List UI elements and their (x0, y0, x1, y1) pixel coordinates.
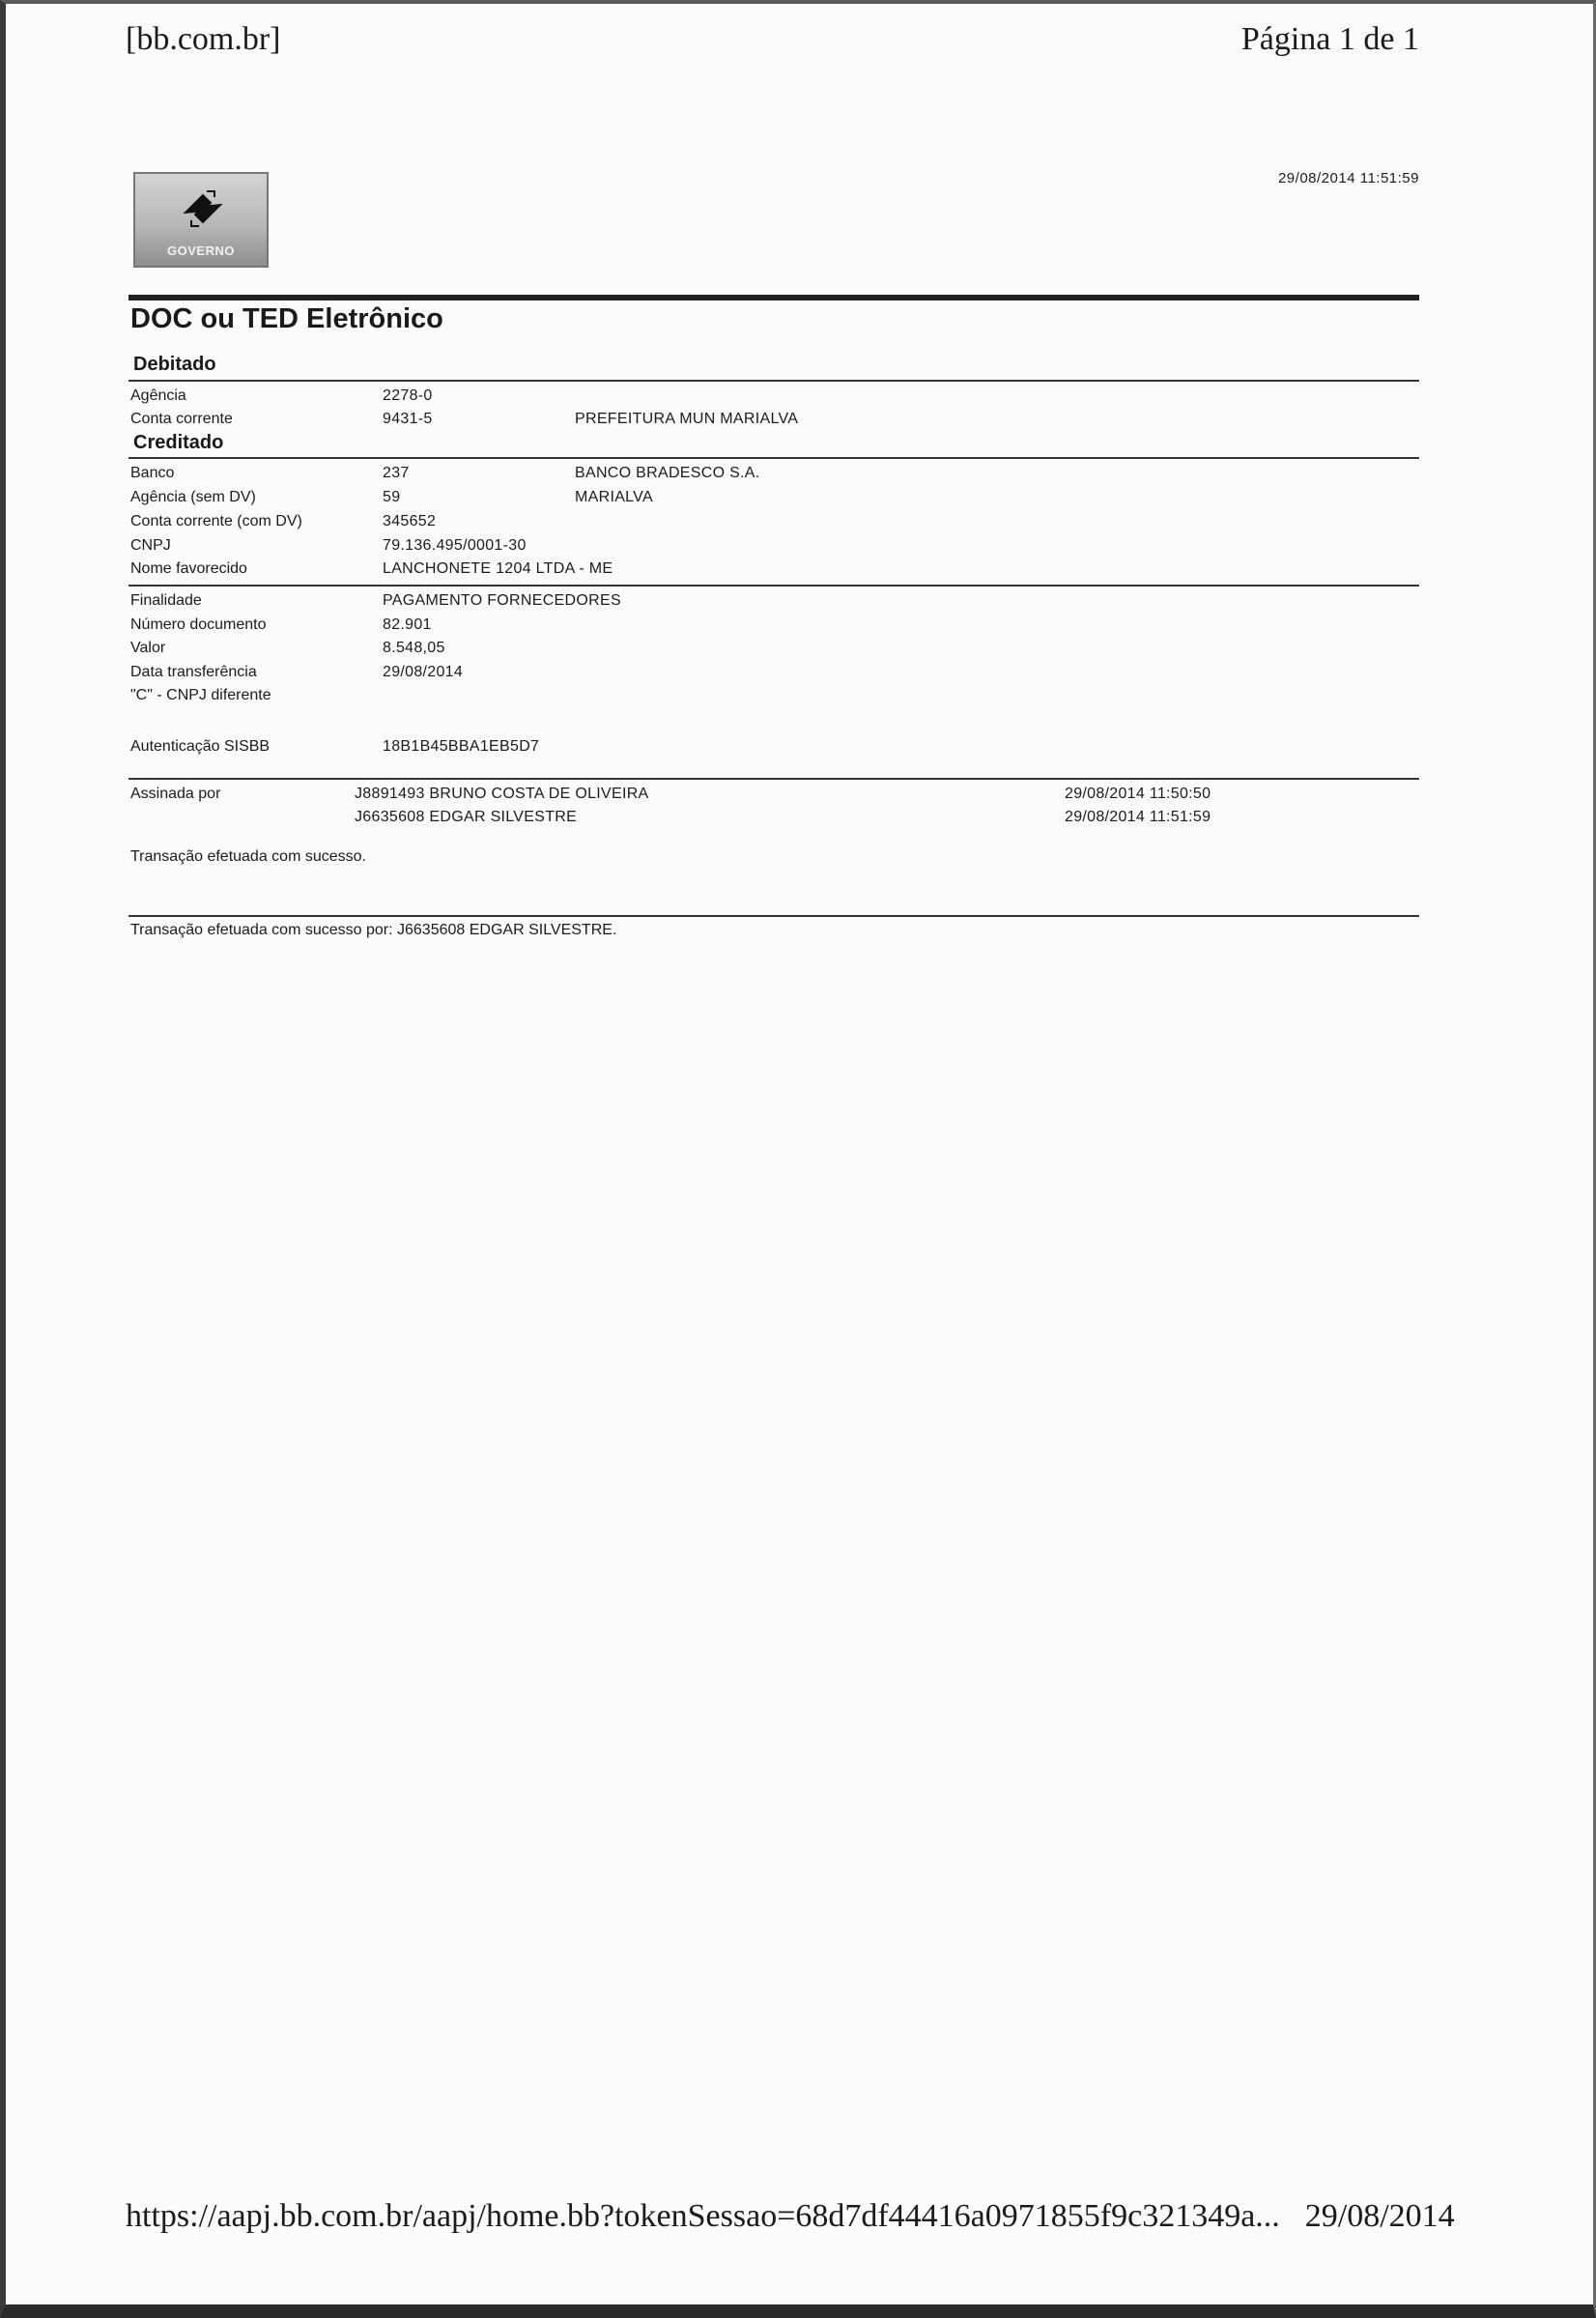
field-value: PAGAMENTO FORNECEDORES (383, 592, 621, 609)
section-divider (128, 778, 1419, 780)
section-divider (128, 585, 1419, 587)
signed-by-label: Assinada por (130, 786, 221, 802)
print-header-page: Página 1 de 1 (1240, 21, 1419, 57)
title-divider (128, 295, 1419, 300)
field-label: Data transferência (130, 664, 257, 680)
print-header-url: [bb.com.br] (126, 21, 281, 57)
banco-do-brasil-logo-icon (178, 184, 228, 234)
print-footer-url: https://aapj.bb.com.br/aapj/home.bb?tokenSessao=68d7df44416a0971855f9c321349a... (126, 2198, 1280, 2234)
field-label: Conta corrente (130, 411, 233, 427)
signer-name: J6635608 EDGAR SILVESTRE (355, 809, 578, 825)
field-value: 8.548,05 (383, 640, 445, 656)
page-title: DOC ou TED Eletrônico (130, 303, 443, 334)
field-value: 2278-0 (383, 387, 433, 404)
field-label: Valor (130, 640, 166, 656)
field-label: Nome favorecido (130, 560, 247, 577)
field-extra: PREFEITURA MUN MARIALVA (575, 411, 799, 427)
auth-label: Autenticação SISBB (130, 738, 271, 755)
field-label: "C" - CNPJ diferente (130, 687, 271, 703)
bank-logo (133, 172, 269, 268)
signer-name: J8891493 BRUNO COSTA DE OLIVEIRA (355, 786, 649, 802)
field-extra: BANCO BRADESCO S.A. (575, 465, 760, 481)
auth-code: 18B1B45BBA1EB5D7 (383, 738, 540, 755)
field-value: 82.901 (383, 616, 432, 633)
signature-time: 29/08/2014 11:50:50 (1065, 786, 1211, 802)
field-label: Agência (sem DV) (130, 489, 256, 505)
field-extra: MARIALVA (575, 489, 653, 505)
section-debitado-heading: Debitado (133, 354, 216, 375)
final-message: Transação efetuada com sucesso por: J6635608 EDGAR SILVESTRE. (130, 922, 617, 938)
field-label: Banco (130, 465, 175, 481)
status-message: Transação efetuada com sucesso. (130, 848, 366, 865)
field-value: 237 (383, 465, 410, 481)
field-value: 345652 (383, 513, 437, 529)
field-label: Conta corrente (com DV) (130, 513, 302, 529)
field-label: Agência (130, 387, 186, 404)
field-value: 59 (383, 489, 401, 505)
field-label: Finalidade (130, 592, 202, 609)
field-label: Número documento (130, 616, 267, 633)
field-value: 79.136.495/0001-30 (383, 537, 527, 554)
field-label: CNPJ (130, 537, 171, 554)
signature-time: 29/08/2014 11:51:59 (1065, 809, 1211, 825)
logo-label: GOVERNO (167, 243, 235, 258)
section-divider (128, 380, 1419, 382)
field-value: LANCHONETE 1204 LTDA - ME (383, 560, 613, 577)
print-footer-date: 29/08/2014 (1304, 2198, 1455, 2234)
section-creditado-heading: Creditado (133, 432, 224, 453)
field-value: 29/08/2014 (383, 664, 464, 680)
document-timestamp: 29/08/2014 11:51:59 (1277, 170, 1419, 186)
field-value: 9431-5 (383, 411, 433, 427)
section-divider (128, 457, 1419, 459)
print-footer (126, 2198, 1455, 2235)
section-divider (128, 915, 1419, 917)
